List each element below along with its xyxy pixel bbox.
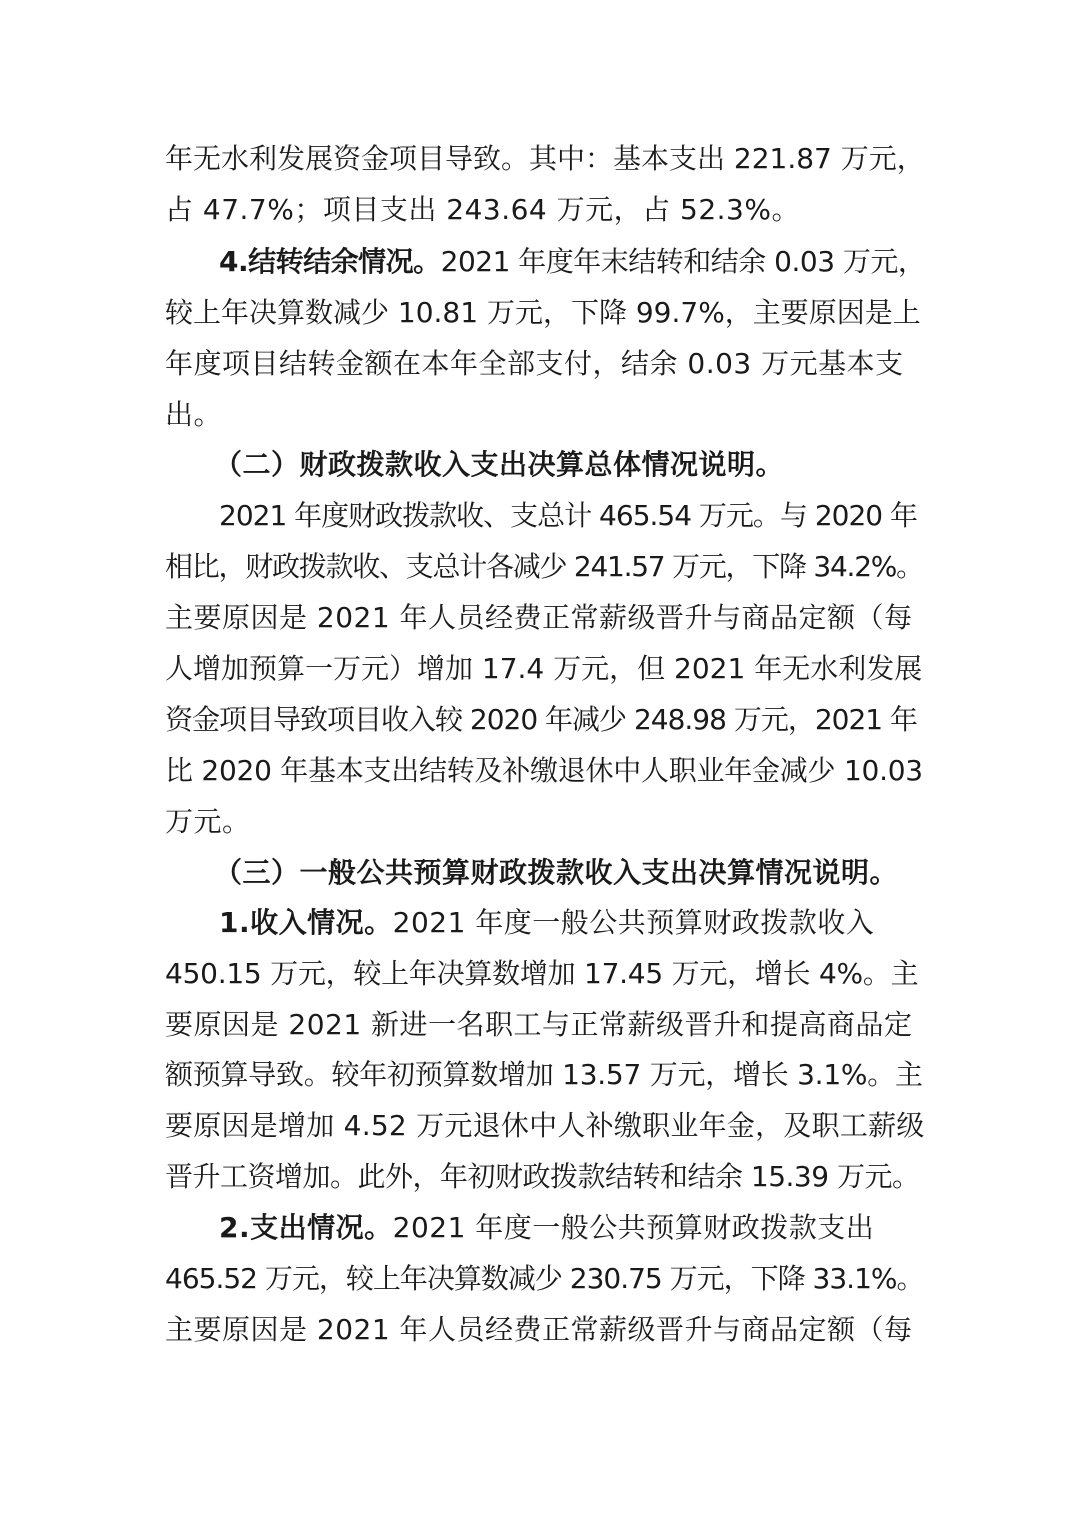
- text-span: 2021 年度年末结转和结余 0.03 万元，: [440, 245, 926, 278]
- text-line: 2021 年度财政拨款收、支总计 465.54 万元。与 2020 年: [219, 499, 917, 532]
- paragraph-heading: 4.结转结余情况。: [219, 245, 441, 278]
- text-line: 万元。: [165, 805, 251, 838]
- section-heading: （三）一般公共预算财政拨款收入支出决算情况说明。: [214, 856, 899, 889]
- text-line: 要原因是 2021 新进一名职工与正常薪级晋升和提高商品定: [165, 1008, 913, 1041]
- text-line: 人增加预算一万元）增加 17.4 万元，但 2021 年无水利发展: [165, 652, 923, 685]
- text-span: 2021 年度一般公共预算财政拨款收入: [392, 906, 875, 939]
- text-line: 较上年决算数减少 10.81 万元，下降 99.7%，主要原因是上: [165, 296, 921, 329]
- text-line: 年无水利发展资金项目导致。其中：基本支出 221.87 万元，: [165, 142, 925, 175]
- text-line: 出。: [165, 398, 223, 431]
- section-heading: （二）财政拨款收入支出决算总体情况说明。: [214, 448, 785, 481]
- paragraph-heading: 2.支出情况。: [219, 1211, 393, 1244]
- text-line: 465.52 万元，较上年决算数减少 230.75 万元，下降 33.1%。: [165, 1262, 924, 1295]
- text-line: 相比，财政拨款收、支总计各减少 241.57 万元，下降 34.2%。: [165, 550, 923, 583]
- paragraph-heading: 1.收入情况。: [219, 906, 393, 939]
- text-line: [219, 1206, 925, 1250]
- text-line: 主要原因是 2021 年人员经费正常薪级晋升与商品定额（每: [165, 601, 913, 634]
- text-line: 占 47.7%；项目支出 243.64 万元，占 52.3%。: [165, 193, 800, 226]
- text-line: [219, 240, 925, 284]
- text-line: 450.15 万元，较上年决算数增加 17.45 万元，增长 4%。主: [165, 957, 919, 990]
- text-line: 晋升工资增加。此外，年初财政拨款结转和结余 15.39 万元。: [165, 1160, 920, 1193]
- text-line: [219, 901, 925, 945]
- text-span: 2021 年度一般公共预算财政拨款支出: [392, 1211, 875, 1244]
- text-line: 资金项目导致项目收入较 2020 年减少 248.98 万元，2021 年: [165, 703, 917, 736]
- text-line: 额预算导致。较年初预算数增加 13.57 万元，增长 3.1%。主: [165, 1058, 923, 1091]
- text-line: 要原因是增加 4.52 万元退休中人补缴职业年金，及职工薪级: [165, 1109, 925, 1142]
- text-line: 年度项目结转金额在本年全部支付，结余 0.03 万元基本支: [165, 347, 904, 380]
- text-line: 比 2020 年基本支出结转及补缴退休中人职业年金减少 10.03: [165, 754, 923, 787]
- text-line: 主要原因是 2021 年人员经费正常薪级晋升与商品定额（每: [165, 1313, 913, 1346]
